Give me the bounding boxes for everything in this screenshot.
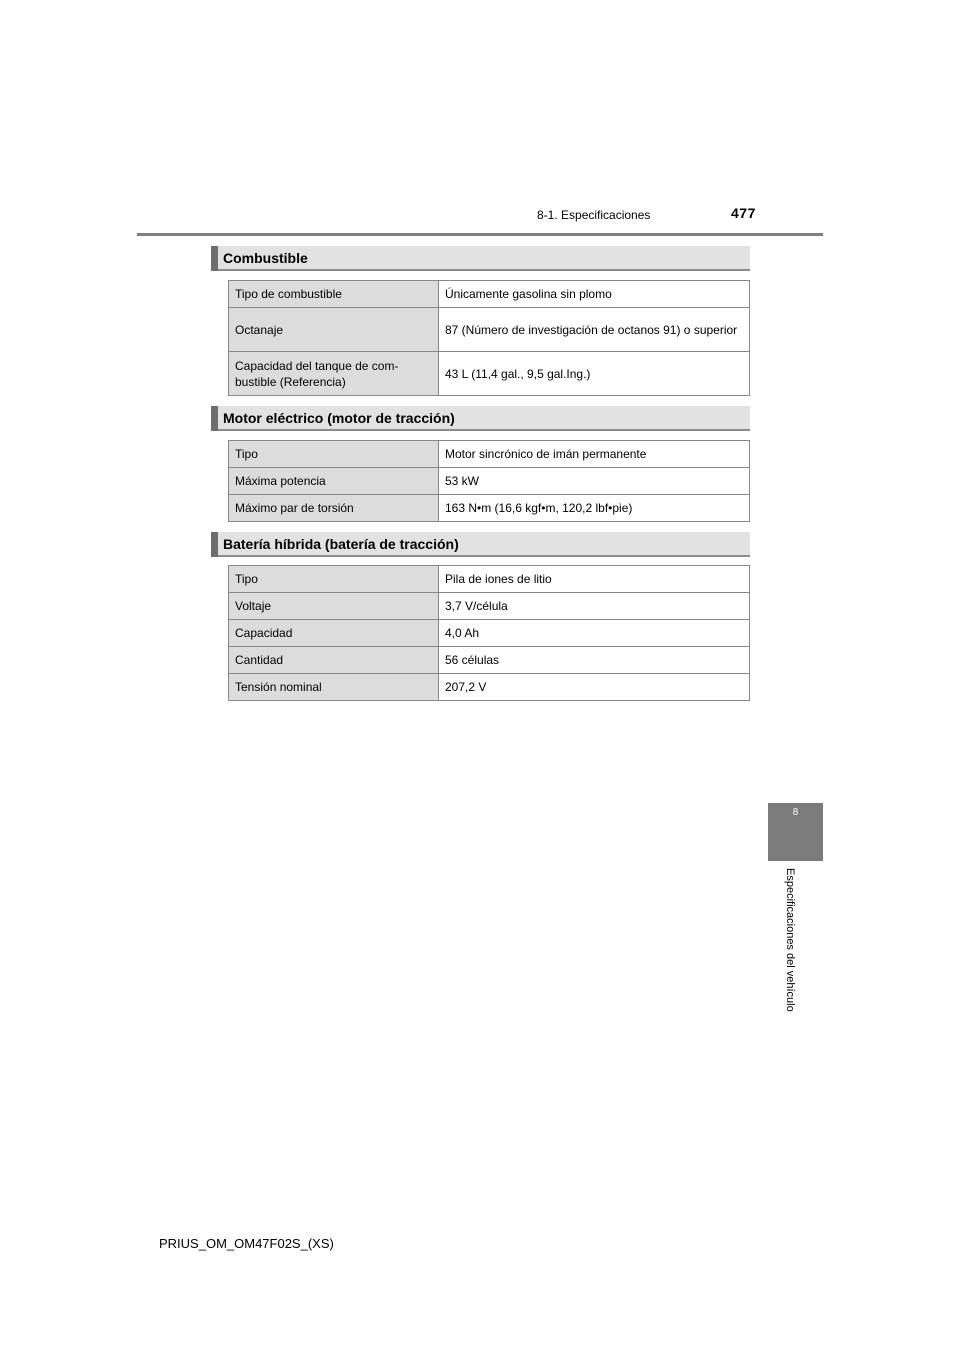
spec-table-combustible — [228, 280, 750, 396]
table-row — [229, 593, 750, 620]
table-row — [229, 674, 750, 701]
table-row — [229, 352, 750, 396]
header-rule — [137, 233, 823, 236]
row-value: Pila de iones de litio — [439, 566, 750, 593]
section-title: Combustible — [223, 250, 308, 266]
section-header-bateria — [211, 532, 750, 557]
spec-table-bateria — [228, 565, 750, 701]
row-value: 56 células — [439, 647, 750, 674]
row-label: Tipo de combustible — [229, 281, 439, 308]
row-label: Máximo par de torsión — [229, 495, 439, 522]
table-row — [229, 441, 750, 468]
table-row — [229, 468, 750, 495]
table-row — [229, 566, 750, 593]
header-section-title: 8-1. Especificaciones — [537, 208, 651, 222]
footer-doc-code: PRIUS_OM_OM47F02S_(XS) — [159, 1236, 334, 1251]
chapter-tab[interactable] — [768, 803, 823, 861]
row-value: 4,0 Ah — [439, 620, 750, 647]
row-label: Máxima potencia — [229, 468, 439, 495]
table-row — [229, 620, 750, 647]
chapter-label: Especificaciones del vehículo — [784, 868, 796, 1012]
row-label: Tipo — [229, 441, 439, 468]
table-row — [229, 281, 750, 308]
section-header-motor — [211, 406, 750, 431]
table-row — [229, 495, 750, 522]
row-value: Motor sincrónico de imán permanente — [439, 441, 750, 468]
row-label: Voltaje — [229, 593, 439, 620]
spec-table-motor — [228, 440, 750, 522]
row-value: 43 L (11,4 gal., 9,5 gal.Ing.) — [439, 352, 750, 396]
chapter-number: 8 — [792, 807, 799, 818]
row-value: 207,2 V — [439, 674, 750, 701]
row-label: Octanaje — [229, 308, 439, 352]
row-label: Tensión nominal — [229, 674, 439, 701]
row-value: Únicamente gasolina sin plomo — [439, 281, 750, 308]
row-label: Capacidad del tanque de com-bustible (Referencia) — [229, 352, 439, 396]
row-label: Capacidad — [229, 620, 439, 647]
row-label: Tipo — [229, 566, 439, 593]
section-title: Batería híbrida (batería de tracción) — [223, 536, 459, 552]
table-row — [229, 647, 750, 674]
section-title: Motor eléctrico (motor de tracción) — [223, 410, 455, 426]
row-label: Cantidad — [229, 647, 439, 674]
row-value: 87 (Número de investigación de octanos 91) o superior — [439, 308, 750, 352]
table-row — [229, 308, 750, 352]
section-header-combustible — [211, 246, 750, 271]
row-value: 3,7 V/célula — [439, 593, 750, 620]
row-value: 163 N•m (16,6 kgf•m, 120,2 lbf•pie) — [439, 495, 750, 522]
page-number: 477 — [731, 205, 756, 221]
row-value: 53 kW — [439, 468, 750, 495]
